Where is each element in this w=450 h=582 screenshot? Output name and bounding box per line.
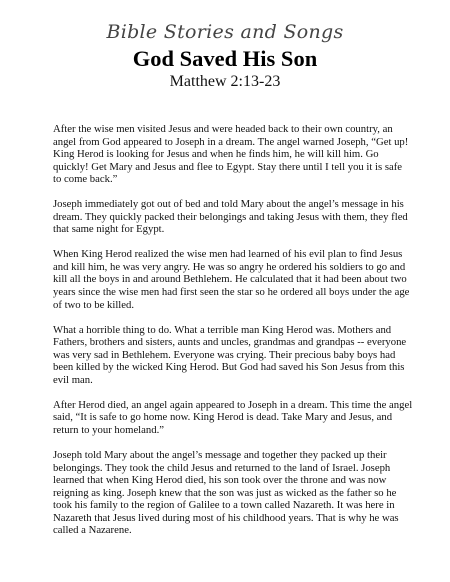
scripture-reference: Matthew 2:13-23: [169, 73, 281, 90]
story-body: [53, 123, 413, 549]
story-paragraph-6: Joseph told Mary about the angel’s message and together they packed up their belongings. They took the child Jesus and returned to the land of Israel. Joseph learned that when King Herod died, his son took over the throne and was now reigning as king. Joseph knew that the son was just as wicked as the father so he took his family to the region of Galilee to a town called Nazareth. It was here in Nazareth that Jesus lived during most of his childhood years. That is why he was called a Nazarene.: [53, 448, 399, 537]
page-header: [0, 20, 450, 92]
story-paragraph-2: Joseph immediately got out of bed and told Mary about the angel’s message in his dream. They quickly packed their belongings and taking Jesus with them, they fled that same night for Egypt.: [53, 198, 408, 236]
story-paragraph-4: What a horrible thing to do. What a terrible man King Herod was. Mothers and Fathers, brothers and sisters, aunts and uncles, grandmas and grandpas -- everyone was very sad in Bethlehem. Everyone was crying. Their precious baby boys had been killed by the wicked King Herod. But God had saved his Son Jesus from this evil man.: [53, 323, 407, 386]
series-title: Bible Stories and Songs: [106, 21, 344, 43]
story-title: God Saved His Son: [132, 46, 318, 71]
story-paragraph-1: After the wise men visited Jesus and were headed back to their own country, an angel from God appeared to Joseph in a dream. The angel warned Joseph, “Get up! King Herod is looking for Jesus and when he finds him, he will kill him. Go quickly! Get Mary and Jesus and flee to Egypt. Stay there until I tell you it is safe to come back.”: [53, 123, 409, 186]
story-paragraph-5: After Herod died, an angel again appeared to Joseph in a dream. This time the angel said, “It is safe to go home now. King Herod is dead. Take Mary and Jesus, and return to your homeland.”: [53, 398, 413, 436]
story-paragraph-3: When King Herod realized the wise men had learned of his evil plan to find Jesus and kill him, he was very angry. He was so angry he ordered his soldiers to go and kill all the boys in and around Bethlehem. He calculated that it had been about two years since the wise men had first seen the star so he ordered all boys under the age of two to be killed.: [53, 248, 410, 311]
